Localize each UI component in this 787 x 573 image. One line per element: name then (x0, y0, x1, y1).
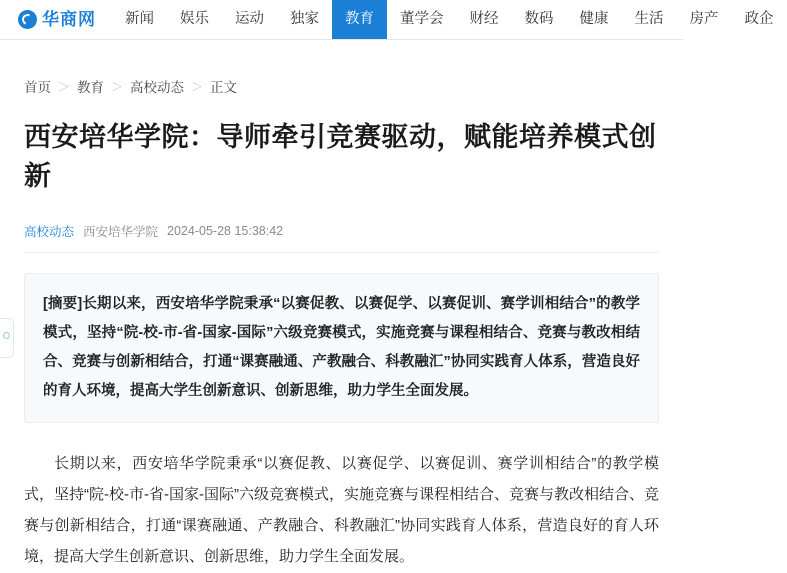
breadcrumb (24, 40, 659, 118)
side-collapse-handle-icon[interactable] (0, 318, 14, 358)
breadcrumb-item-home[interactable]: 首页 (24, 80, 51, 95)
article-body-paragraph: 长期以来，西安培华学院秉承“以赛促教、以赛促学、以赛促训、赛学训相结合”的教学模式，坚持“院-校-市-省-国家-国际”六级竞赛模式，实施竞赛与课程相结合、竞赛与教改相结合、竞赛与创新相结合，打通“课赛融通、产教融合、科教融汇”协同实践育人体系，营造良好的育人环境，提高大学生创新意识、创新思维，助力学生全面发展。 (24, 455, 659, 565)
breadcrumb-item-current: 正文 (210, 80, 238, 95)
nav-item-sports[interactable]: 运动 (235, 11, 264, 28)
abstract-label: [摘要] (43, 296, 83, 313)
nav-item-exclusive[interactable]: 独家 (290, 11, 319, 28)
nav-item-dongxuehui[interactable]: 董学会 (400, 11, 444, 28)
nav-item-news[interactable]: 新闻 (125, 11, 154, 28)
breadcrumb-separator-icon: ＞ (58, 79, 71, 94)
breadcrumb-separator-icon: ＞ (111, 79, 124, 94)
breadcrumb-item-campus-news[interactable]: 高校动态 (130, 80, 185, 95)
nav-item-government-enterprise[interactable]: 政企 (744, 11, 774, 28)
nav-item-life[interactable]: 生活 (634, 11, 664, 28)
top-navbar (0, 0, 774, 40)
article-meta (24, 222, 659, 253)
site-logo-icon (18, 10, 37, 29)
article-category-badge[interactable]: 高校动态 (24, 225, 75, 240)
nav-item-entertainment[interactable]: 娱乐 (180, 11, 209, 28)
nav-item-education[interactable]: 教育 (332, 0, 387, 39)
nav-item-list (112, 0, 787, 39)
breadcrumb-separator-icon: ＞ (191, 79, 204, 94)
nav-item-health[interactable]: 健康 (579, 11, 609, 28)
nav-item-realestate[interactable]: 房产 (689, 11, 719, 28)
article-page (0, 40, 683, 572)
article-datetime: 2024-05-28 15:38:42 (167, 224, 284, 239)
page-title: 西安培华学院：导师牵引竞赛驱动，赋能培养模式创新 (24, 122, 657, 192)
site-brand-label: 华商网 (42, 10, 96, 29)
article-abstract (24, 273, 659, 423)
breadcrumb-item-education[interactable]: 教育 (77, 80, 105, 95)
nav-item-digital[interactable]: 数码 (524, 11, 554, 28)
nav-item-finance[interactable]: 财经 (469, 11, 499, 28)
site-brand[interactable] (18, 0, 112, 39)
article-source: 西安培华学院 (83, 225, 159, 240)
abstract-text: 长期以来，西安培华学院秉承“以赛促教、以赛促学、以赛促训、赛学训相结合”的教学模式，坚持“院-校-市-省-国家-国际”六级竞赛模式，实施竞赛与课程相结合、竞赛与教改相结合、竞赛与创新相结合，打通“课赛融通、产教融合、科教融汇”协同实践育人体系，营造良好的育人环境，提高大学生创新意识、创新思维，助力学生全面发展。 (43, 296, 640, 400)
